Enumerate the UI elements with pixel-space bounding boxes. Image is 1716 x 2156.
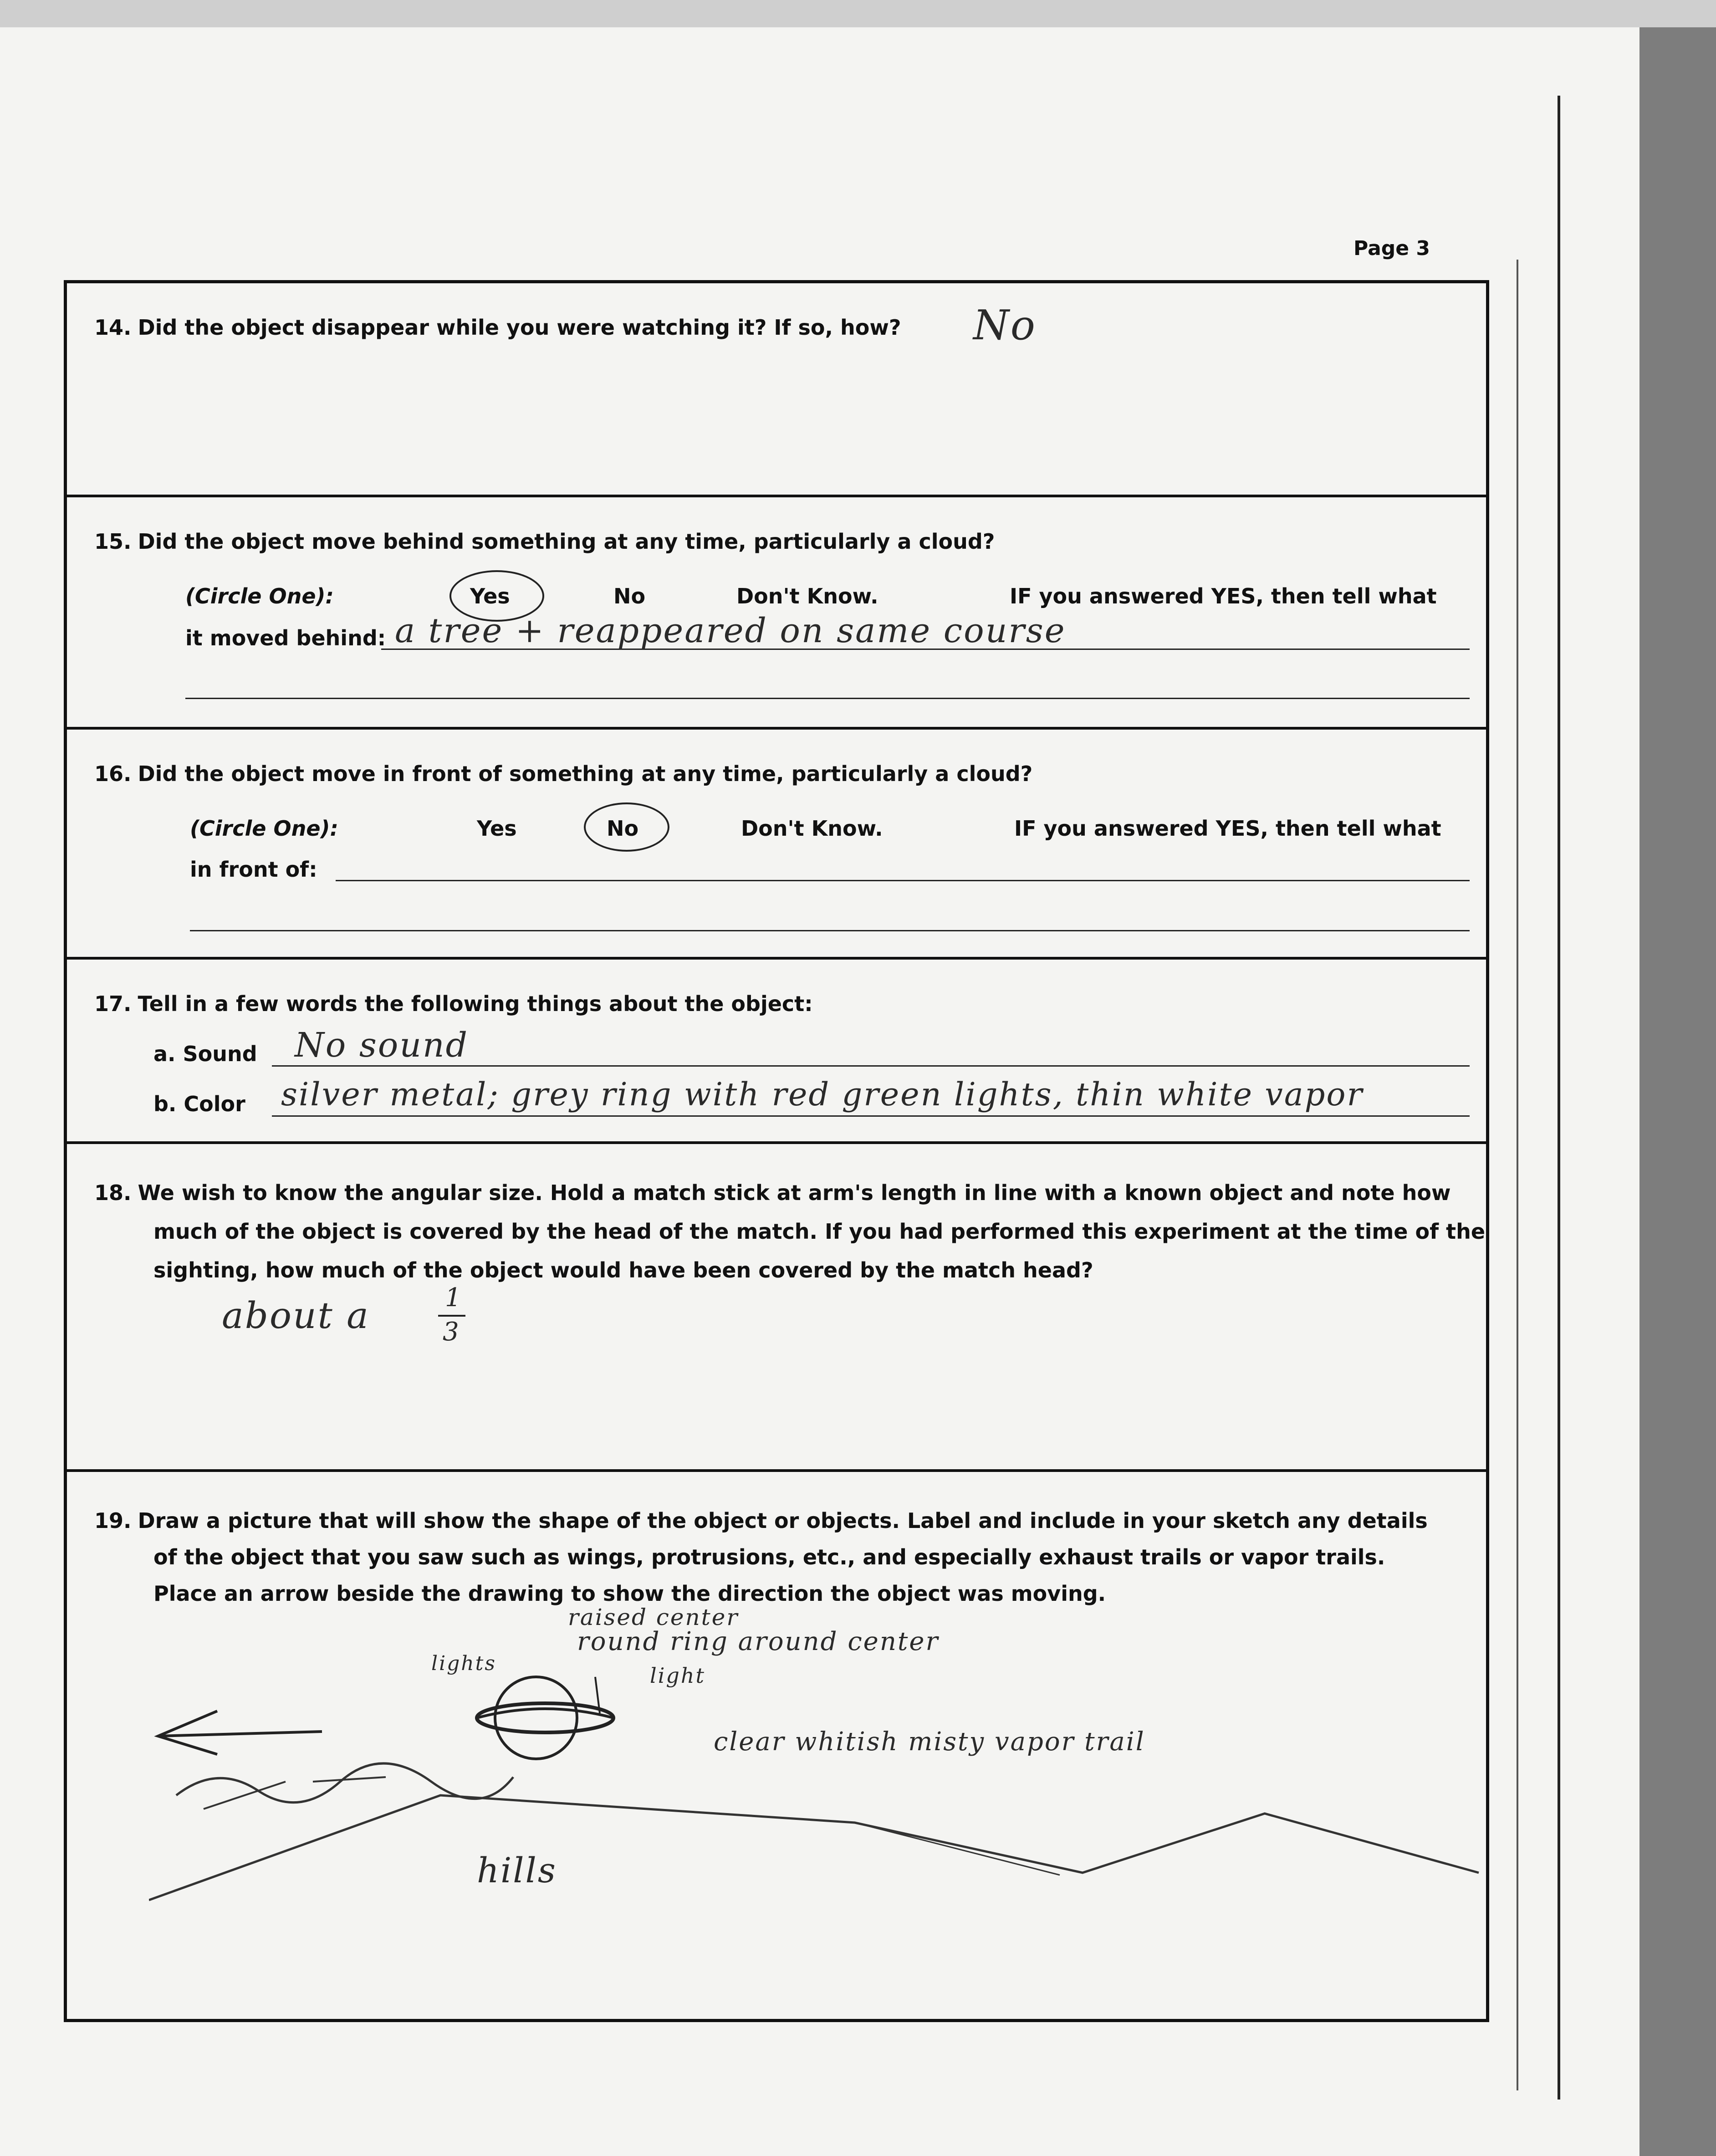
- question-15-circle-one: (Circle One):: [185, 584, 334, 608]
- sketch-label-trail: clear whitish misty vapor trail: [714, 1727, 1145, 1757]
- fraction-denominator: 3: [443, 1317, 460, 1347]
- object-center-dome: [495, 1677, 577, 1759]
- page-number: Page 3: [1353, 237, 1430, 260]
- sketch-label-light: light: [650, 1663, 705, 1688]
- sheet-edge-inner: [1517, 260, 1518, 2090]
- question-19: [67, 1472, 1486, 2018]
- object-sketch: [149, 1645, 1492, 1964]
- question-19-line-1: 19. Draw a picture that will show the shape of the object or objects. Label and include in your sketch any details: [94, 1508, 1428, 1533]
- answer-line: [185, 698, 1470, 699]
- question-18-line-1: 18. We wish to know the angular size. Hold a match stick at arm's length in line with a known object and note how: [94, 1180, 1451, 1205]
- scan-top-band: [0, 0, 1716, 27]
- option-no[interactable]: No: [607, 816, 639, 841]
- answer-line: [190, 930, 1470, 931]
- question-17-text: 17. Tell in a few words the following things about the object:: [94, 991, 813, 1016]
- question-19-line-2: of the object that you saw such as wings, protrusions, etc., and especially exhaust trails or vapor trails.: [153, 1545, 1385, 1569]
- question-14-text: 14. Did the object disappear while you were watching it? If so, how?: [94, 315, 901, 340]
- question-15-answer: a tree + reappeared on same course: [395, 611, 1066, 650]
- option-yes[interactable]: Yes: [470, 584, 510, 608]
- question-16-if-yes: IF you answered YES, then tell what: [1014, 816, 1441, 841]
- question-18-line-3: sighting, how much of the object would have been covered by the match head?: [153, 1258, 1093, 1282]
- fraction-bar: [438, 1315, 465, 1317]
- questionnaire-form: [64, 280, 1489, 2022]
- question-16: [67, 730, 1486, 960]
- answer-line: [272, 1065, 1470, 1067]
- question-15-prompt: it moved behind:: [185, 626, 386, 650]
- option-dont-know[interactable]: Don't Know.: [736, 584, 878, 608]
- question-15-text: 15. Did the object move behind something at any time, particularly a cloud?: [94, 529, 995, 554]
- fraction-numerator: 1: [445, 1283, 463, 1313]
- question-15: [67, 497, 1486, 730]
- question-14: [67, 283, 1486, 497]
- question-18-answer: about a: [222, 1294, 370, 1337]
- answer-line: [272, 1115, 1470, 1117]
- sketch-label-hills: hills: [477, 1850, 557, 1890]
- direction-arrow-head: [158, 1711, 217, 1754]
- option-yes[interactable]: Yes: [477, 816, 517, 841]
- question-17: [67, 960, 1486, 1144]
- question-15-if-yes: IF you answered YES, then tell what: [1010, 584, 1437, 608]
- question-14-answer: No: [973, 301, 1037, 349]
- sound-answer: No sound: [295, 1026, 469, 1065]
- sketch-label-center: raised center: [568, 1604, 739, 1630]
- option-dont-know[interactable]: Don't Know.: [741, 816, 883, 841]
- question-18: [67, 1144, 1486, 1472]
- question-16-text: 16. Did the object move in front of something at any time, particularly a cloud?: [94, 761, 1033, 786]
- option-no[interactable]: No: [613, 584, 646, 608]
- sheet-edge: [1558, 96, 1560, 2100]
- sketch-label-ring: round ring around center: [577, 1627, 940, 1656]
- sketch-label-lights: lights: [431, 1652, 496, 1675]
- color-answer: silver metal; grey ring with red green lights, thin white vapor: [281, 1076, 1364, 1113]
- direction-arrow-shaft: [158, 1732, 322, 1736]
- question-16-prompt: in front of:: [190, 857, 317, 882]
- hills-outline: [149, 1795, 1479, 1900]
- sound-label: a. Sound: [153, 1042, 257, 1066]
- question-18-line-2: much of the object is covered by the head of the match. If you had performed this experiment at the time of the: [153, 1219, 1486, 1244]
- answer-line: [336, 880, 1470, 881]
- question-19-line-3: Place an arrow beside the drawing to show the direction the object was moving.: [153, 1581, 1106, 1606]
- question-16-circle-one: (Circle One):: [190, 816, 338, 841]
- color-label: b. Color: [153, 1092, 245, 1116]
